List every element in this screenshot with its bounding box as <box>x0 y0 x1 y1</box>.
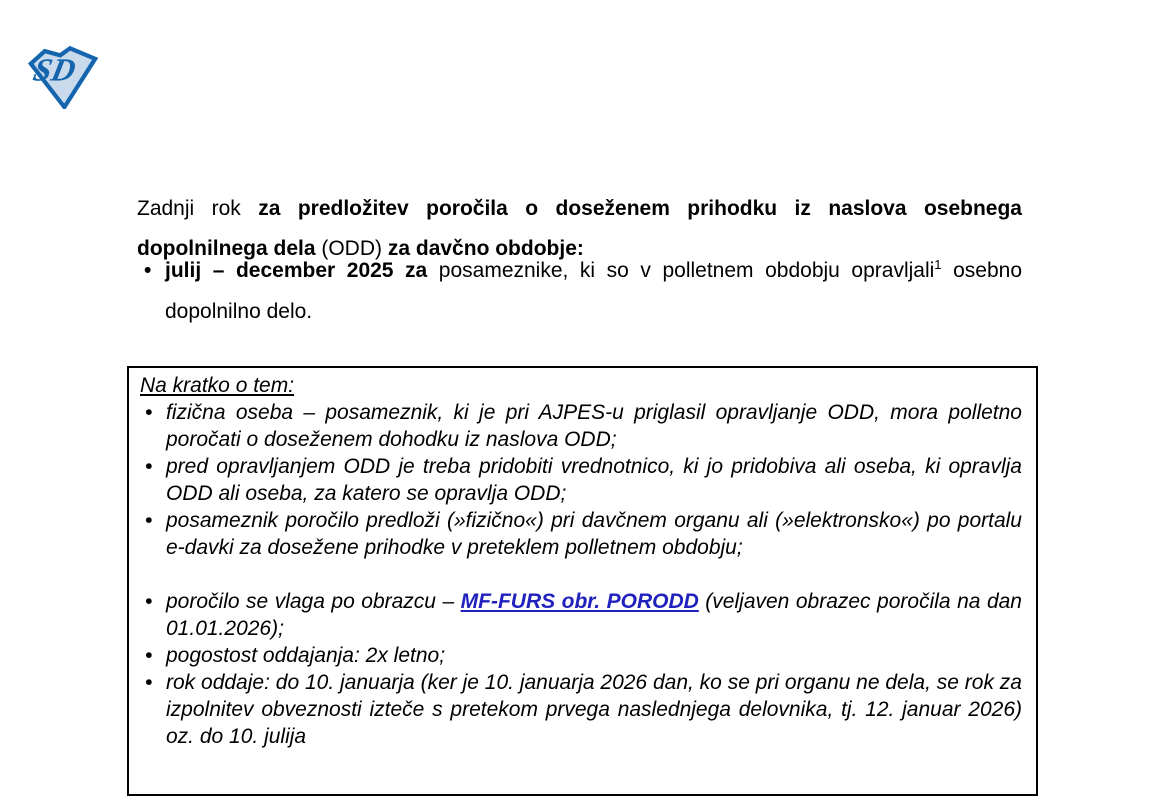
list-item-text: (veljaven obrazec poročila na dan 01.01.2026); <box>166 590 1022 640</box>
list-item-rok-oddaje <box>138 669 1022 750</box>
heading-regular-1: Zadnji rok <box>137 197 259 220</box>
footnote-reference: 1 <box>934 257 942 272</box>
period-bold: julij – december 2025 za <box>165 259 439 282</box>
diamond-shield-icon <box>28 45 98 109</box>
heading-bold-1: za predložitev poročila o doseženem prihodku iz naslova osebnega dopolnilnega dela <box>137 197 1022 260</box>
list-item-fizicna-oseba <box>138 399 1022 453</box>
period-regular-2: osebno dopolnilno delo. <box>165 259 1022 323</box>
summary-box <box>127 366 1038 796</box>
list-item-text: pred opravljanjem ODD je treba pridobiti vrednotnico, ki jo pridobiva ali oseba, ki opravlja ODD ali oseba, za katero se opravlja ODD; <box>166 455 1022 505</box>
list-item-obrazec <box>138 588 1022 642</box>
list-item-vrednotnica <box>138 453 1022 507</box>
sd-monogram: SD <box>30 52 79 89</box>
summary-list <box>138 399 1022 750</box>
period-regular-1: posameznike, ki so v polletnem obdobju opravljali <box>438 259 935 282</box>
list-item-text: rok oddaje: do 10. januarja (ker je 10. januarja 2026 dan, ko se pri organu ne dela, se rok za izpolnitev obveznosti izteče s pretekom prvega naslednjega delovnika, tj. 12. januar 2026) oz. do 10. julija <box>166 671 1022 748</box>
heading-regular-2: (ODD) <box>321 237 388 260</box>
list-item-text: poročilo se vlaga po obrazcu – <box>166 590 461 613</box>
sd-logo <box>28 45 98 109</box>
list-item-text: pogostost oddajanja: 2x letno; <box>166 644 446 667</box>
porodd-form-link[interactable]: MF-FURS obr. PORODD <box>460 590 699 613</box>
list-item-text: fizična oseba – posameznik, ki je pri AJPES-u priglasil opravljanje ODD, mora polletno poročati o doseženem dohodku iz naslova ODD; <box>166 401 1022 451</box>
list-item-pogostost <box>138 642 1022 669</box>
list-item-text: posameznik poročilo predloži (»fizično«) pri davčnem organu ali (»elektronsko«) po portalu e-davki za dosežene prihodke v preteklem polletnem obdobju; <box>166 509 1022 559</box>
list-item-predlozitev <box>138 507 1022 561</box>
summary-box-title: Na kratko o tem: <box>140 374 295 397</box>
heading-bold-2: za davčno obdobje: <box>387 237 584 260</box>
period-bullet-item <box>137 250 1022 332</box>
